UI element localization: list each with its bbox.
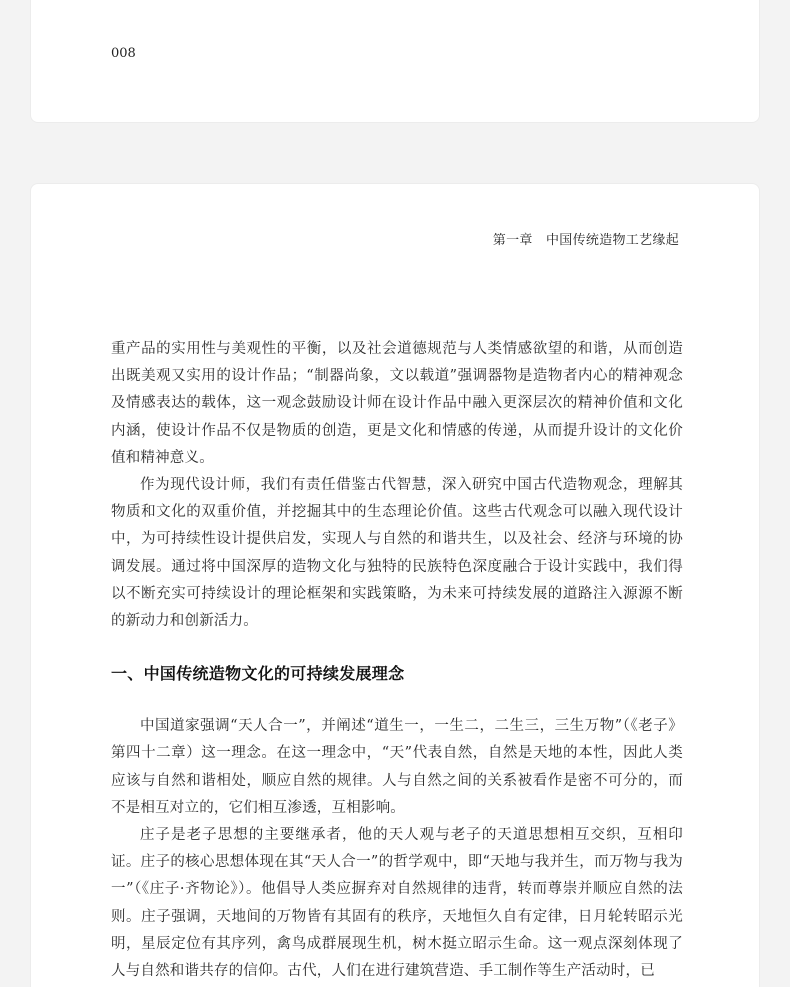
running-header: 第一章 中国传统造物工艺缘起 <box>492 233 679 248</box>
paragraph: 作为现代设计师，我们有责任借鉴古代智慧，深入研究中国古代造物观念，理解其物质和文化的双重价值，并挖掘其中的生态理论价值。这些古代观念可以融入现代设计中，为可持续性设计提供启发，实现人与自然的和谐共生，以及社会、经济与环境的协调发展。通过将中国深厚的造物文化与独特的民族特色深度融合于设计实践中，我们得以不断充实可持续设计的理论框架和实践策略，为未来可持续发展的道路注入源源不断的新动力和创新活力。 <box>111 477 683 630</box>
previous-page-partial-line <box>111 0 681 1</box>
page-body <box>111 336 683 985</box>
page-number: 008 <box>111 46 136 61</box>
paragraph-continued: 重产品的实用性与美观性的平衡，以及社会道德规范与人类情感欲望的和谐，从而创造出既美观又实用的设计作品；“制器尚象，文以载道”强调器物是造物者内心的精神观念及情感表达的载体，这一观念鼓励设计师在设计作品中融入更深层次的精神价值和文化内涵，使设计作品不仅是物质的创造，更是文化和情感的传递，从而提升设计的文化价值和精神意义。 <box>111 341 683 466</box>
section-heading: 一、中国传统造物文化的可持续发展理念 <box>111 664 405 684</box>
current-page <box>30 183 760 987</box>
paragraph: 中国道家强调“天人合一”，并阐述“道生一，一生二，二生三，三生万物”（《老子》第四十二章）这一理念。在这一理念中，“天”代表自然，自然是天地的本性，因此人类应该与自然和谐相处，顺应自然的规律。人与自然之间的关系被看作是密不可分的，而不是相互对立的，它们相互渗透，互相影响。 <box>111 718 683 816</box>
previous-page <box>30 0 760 123</box>
paragraph: 庄子是老子思想的主要继承者，他的天人观与老子的天道思想相互交织，互相印证。庄子的核心思想体现在其“天人合一”的哲学观中，即“天地与我并生，而万物与我为一”（《庄子·齐物论》）。他倡导人类应摒弃对自然规律的违背，转而尊崇并顺应自然的法则。庄子强调，天地间的万物皆有其固有的秩序，天地恒久自有定律，日月轮转昭示光明，星辰定位有其序列，禽鸟成群展现生机，树木挺立昭示生命。这一观点深刻体现了人与自然和谐共存的信仰。古代，人们在进行建筑营造、手工制作等生产活动时，已 <box>111 827 683 980</box>
